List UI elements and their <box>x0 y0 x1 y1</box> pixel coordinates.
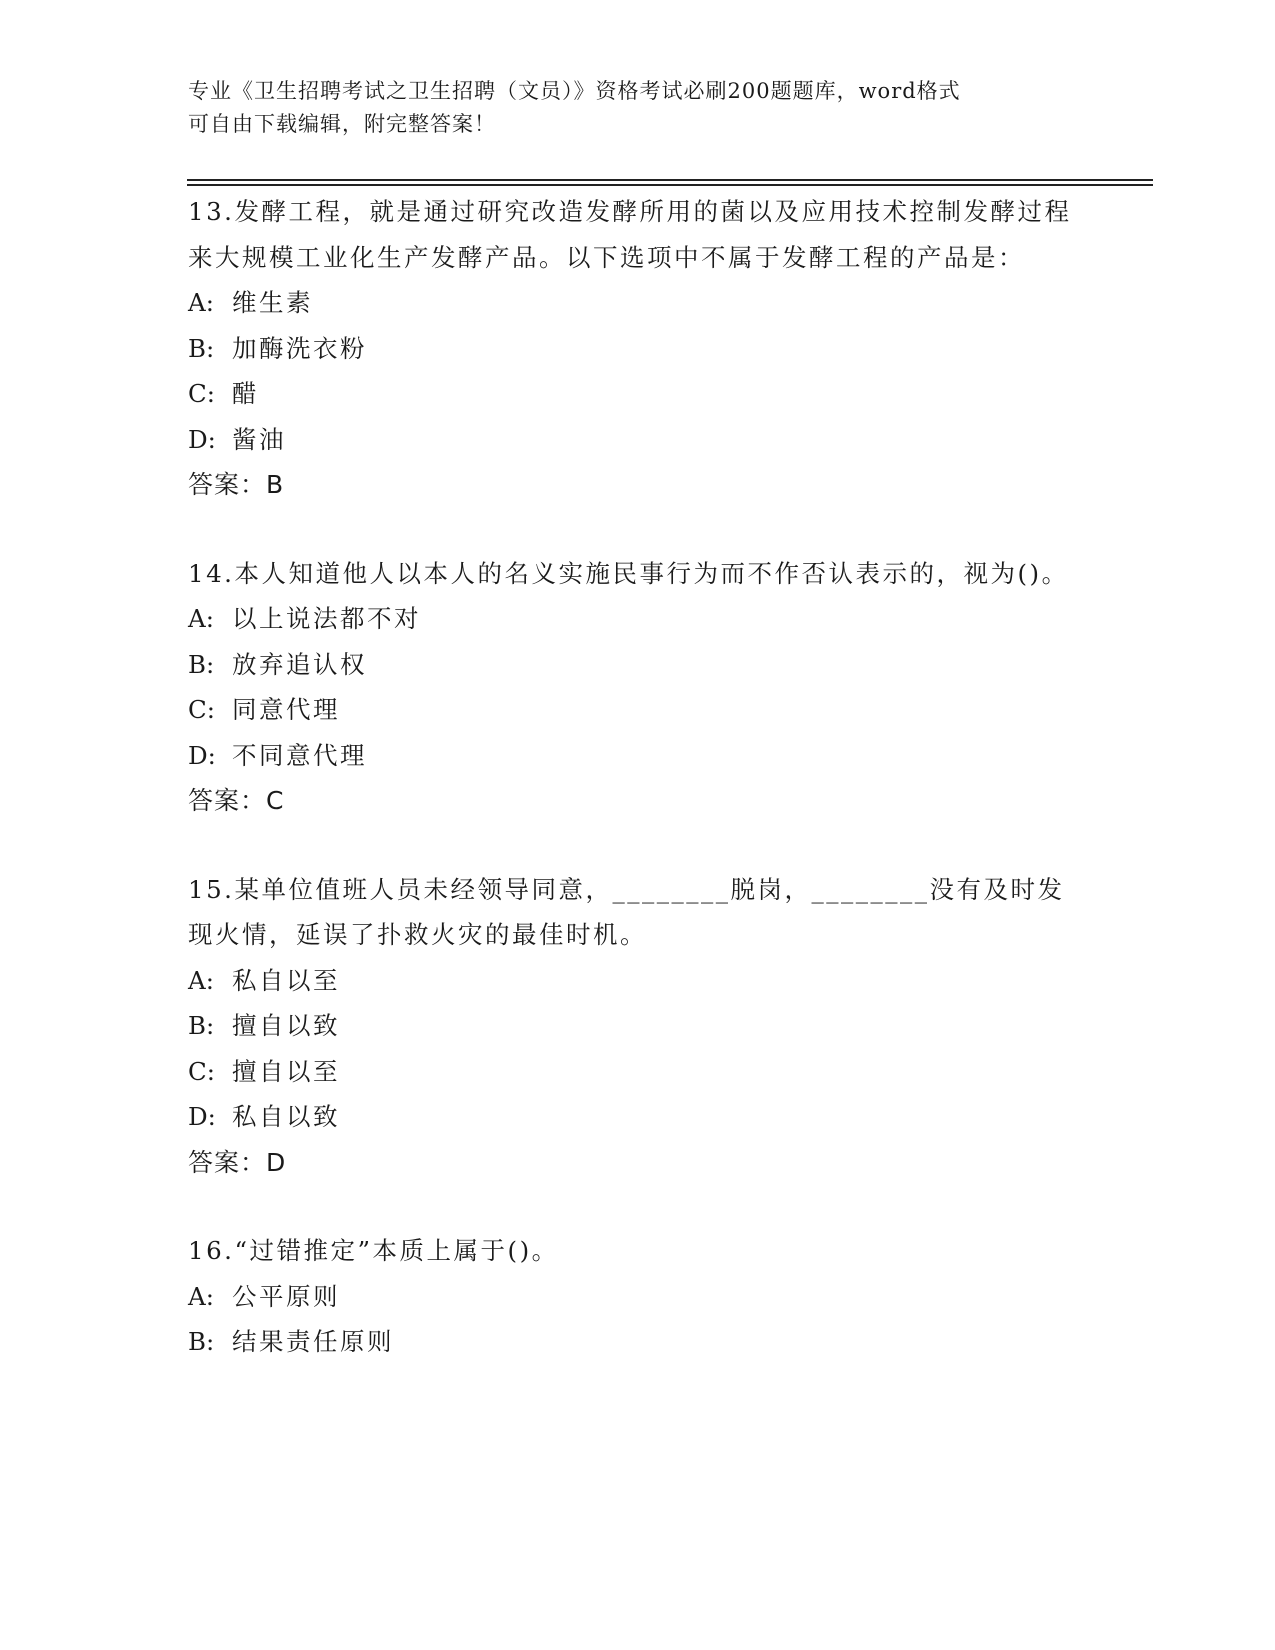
option-letter: B: <box>188 649 215 679</box>
question-number: 16. <box>188 1236 235 1265</box>
question-body: “过错推定”本质上属于()。 <box>234 1236 559 1265</box>
option-letter: A: <box>188 604 214 633</box>
option-letter: A: <box>188 1281 214 1311</box>
option-text: 同意代理 <box>232 695 340 724</box>
question-number: 15. <box>188 874 235 904</box>
option-a <box>188 958 1088 1004</box>
option-text: 擅自以至 <box>232 1056 340 1086</box>
option-a <box>188 1274 1088 1320</box>
option-text: 私自以致 <box>232 1102 340 1131</box>
question-body: 本人知道他人以本人的名义实施民事行为而不作否认表示的，视为()。 <box>234 558 1069 588</box>
option-text: 醋 <box>232 379 259 408</box>
question-number: 14. <box>188 558 235 588</box>
option-letter: D: <box>188 424 216 454</box>
option-letter: C: <box>188 379 216 408</box>
option-b <box>188 326 1088 372</box>
option-text: 维生素 <box>232 288 313 317</box>
question-15 <box>188 867 1088 1186</box>
option-letter: A: <box>188 288 214 317</box>
option-d <box>188 1094 1088 1140</box>
answer-line: 答案：B <box>188 470 285 499</box>
option-d <box>188 733 1088 779</box>
question-text <box>188 189 1088 280</box>
option-text: 酱油 <box>232 424 286 454</box>
question-number: 13. <box>188 197 235 226</box>
question-body: 发酵工程，就是通过研究改造发酵所用的菌以及应用技术控制发酵过程来大规模工业化生产发酵产品。以下选项中不属于发酵工程的产品是： <box>188 197 1072 272</box>
option-letter: C: <box>188 695 216 724</box>
option-a <box>188 596 1088 642</box>
option-d <box>188 417 1088 463</box>
answer-line: 答案：D <box>188 1147 287 1177</box>
option-letter: B: <box>188 333 215 363</box>
option-c <box>188 371 1088 417</box>
document-header <box>188 75 1088 141</box>
option-text: 以上说法都不对 <box>232 604 421 633</box>
option-letter: D: <box>188 740 216 770</box>
question-16 <box>188 1228 1088 1365</box>
option-text: 加酶洗衣粉 <box>232 333 367 363</box>
option-b <box>188 1319 1088 1365</box>
question-text <box>188 551 1088 597</box>
question-14 <box>188 551 1088 824</box>
question-13 <box>188 189 1088 508</box>
option-letter: C: <box>188 1056 216 1086</box>
option-text: 公平原则 <box>232 1281 340 1311</box>
header-line-2: 可自由下载编辑，附完整答案！ <box>188 112 496 136</box>
option-letter: A: <box>188 965 214 995</box>
option-b <box>188 1003 1088 1049</box>
option-a <box>188 280 1088 326</box>
option-text: 擅自以致 <box>232 1011 340 1040</box>
option-text: 私自以至 <box>232 965 340 995</box>
option-b <box>188 642 1088 688</box>
header-line-1: 专业《卫生招聘考试之卫生招聘（文员）》资格考试必刷200题题库，word格式 <box>188 79 961 103</box>
question-list <box>188 189 1088 1408</box>
question-text <box>188 1228 1088 1274</box>
option-c <box>188 1049 1088 1095</box>
option-c <box>188 687 1088 733</box>
option-text: 结果责任原则 <box>232 1327 394 1356</box>
option-text: 不同意代理 <box>232 740 367 770</box>
option-text: 放弃追认权 <box>232 649 367 679</box>
option-letter: B: <box>188 1011 215 1040</box>
question-body: 某单位值班人员未经领导同意，________脱岗，________没有及时发现火情，延误了扑救火灾的最佳时机。 <box>188 874 1065 949</box>
question-text <box>188 867 1088 958</box>
option-letter: B: <box>188 1327 215 1356</box>
header-divider-top <box>187 179 1153 181</box>
option-letter: D: <box>188 1102 216 1131</box>
header-divider-bottom <box>187 184 1153 186</box>
answer-line: 答案：C <box>188 786 285 815</box>
